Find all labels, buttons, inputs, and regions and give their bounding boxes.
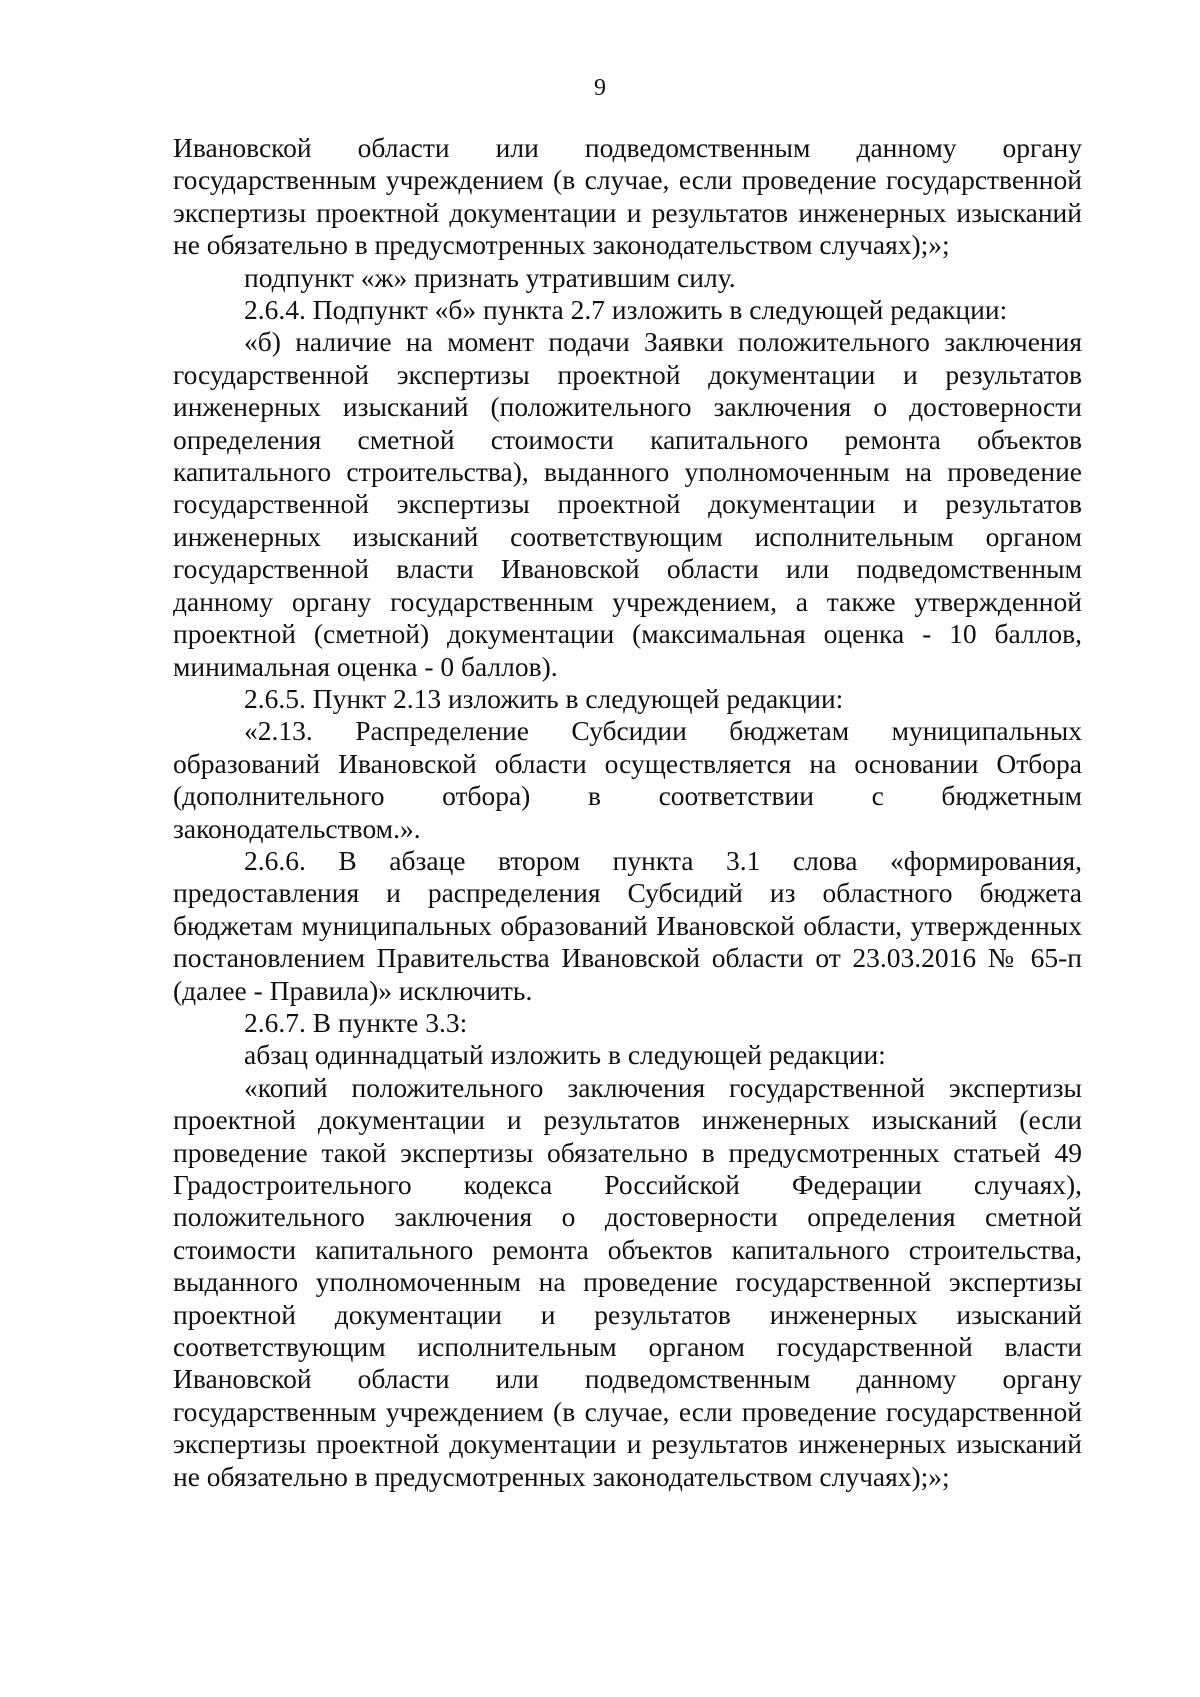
paragraph-2-6-6: 2.6.6. В абзаце втором пункта 3.1 слова «формирования, предоставления и распределения Субсидий из областного бюджета бюджетам муниципальных образований Ивановской области, утвержденных постановлением Правительства Ивановской области от 23.03.2016 № 65-п (далее - Правила)» исключить. [173, 844, 1082, 1006]
paragraph-2-6-5: 2.6.5. Пункт 2.13 изложить в следующей редакции: [244, 682, 844, 714]
page-number: 9 [594, 75, 606, 101]
paragraph-abzac-11: абзац одиннадцатый изложить в следующей редакции: [244, 1039, 886, 1071]
paragraph-2-13-text: «2.13. Распределение Субсидии бюджетам муниципальных образований Ивановской области осуществляется на основании Отбора (дополнительного отбора) в соответствии с бюджетным законодательством.». [173, 715, 1082, 844]
paragraph-2-6-4: 2.6.4. Подпункт «б» пункта 2.7 изложить в следующей редакции: [244, 294, 1008, 326]
paragraph-subitem-b-text: «б) наличие на момент подачи Заявки положительного заключения государственной экспертизы проектной документации и результатов инженерных изысканий (положительного заключения о достоверности определения сметной стоимости капитального ремонта объектов капитального строительства), выданного уполномоченным на проведение государственной экспертизы проектной документации и результатов инженерных изысканий соответствующим исполнительным органом государственной власти Ивановской области или подведомственным данному органу государственным учреждением, а также утвержденной проектной (сметной) документации (максимальная оценка - 10 баллов, минимальная оценка - 0 баллов). [173, 326, 1082, 682]
paragraph-continuation: Ивановской области или подведомственным данному органу государственным учреждением (в случае, если проведение государственной экспертизы проектной документации и результатов инженерных изысканий не обязательно в предусмотренных законодательством случаях);»; [173, 132, 1082, 261]
document-body [173, 132, 1082, 1493]
paragraph-copies-text: «копий положительного заключения государственной экспертизы проектной документации и результатов инженерных изысканий (если проведение такой экспертизы обязательно в предусмотренных статьей 49 Градостроительного кодекса Российской Федерации случаях), положительного заключения о достоверности определения сметной стоимости капитального ремонта объектов капитального строительства, выданного уполномоченным на проведение государственной экспертизы проектной документации и результатов инженерных изысканий соответствующим исполнительным органом государственной власти Ивановской области или подведомственным данному органу государственным учреждением (в случае, если проведение государственной экспертизы проектной документации и результатов инженерных изысканий не обязательно в предусмотренных законодательством случаях);»; [173, 1071, 1082, 1492]
paragraph-2-6-7: 2.6.7. В пункте 3.3: [244, 1006, 468, 1038]
paragraph-subitem-zh: подпункт «ж» признать утратившим силу. [244, 261, 736, 293]
